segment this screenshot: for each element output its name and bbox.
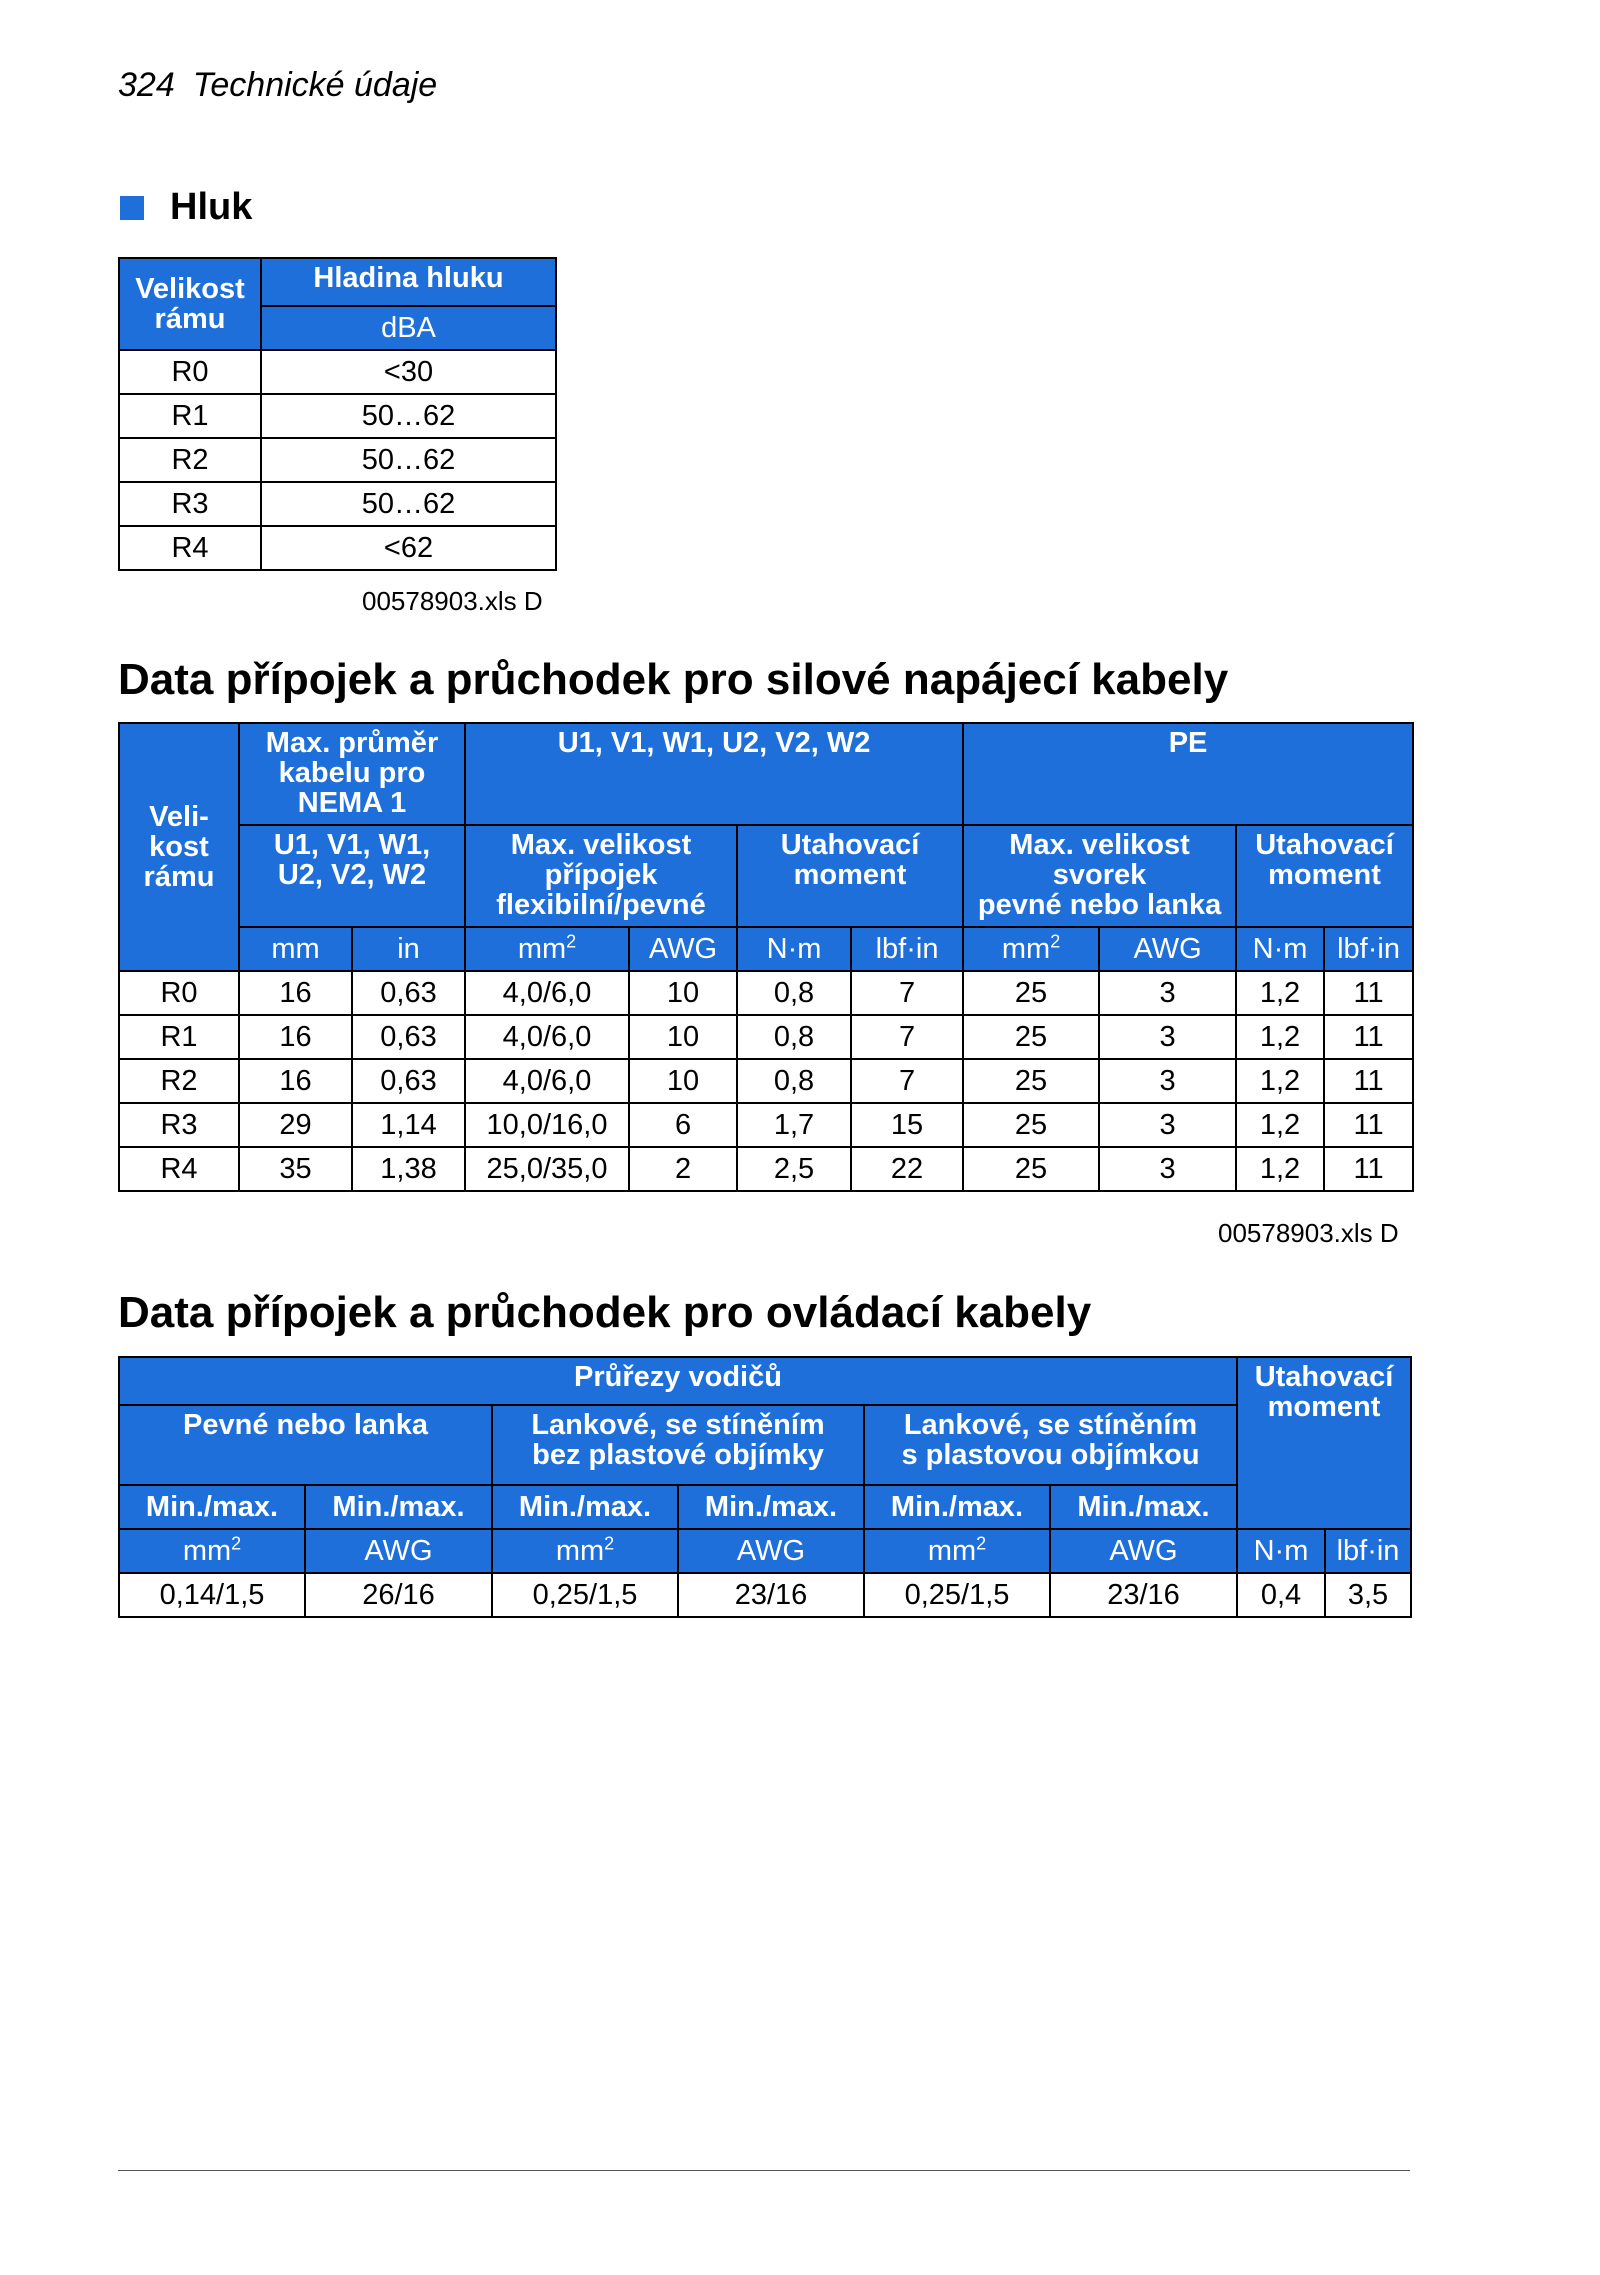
unit-superscript: 2 (566, 931, 577, 952)
unit-lbfin: lbf·in (851, 927, 963, 971)
power-table-reference: 00578903.xls D (1218, 1218, 1399, 1248)
noise-level-cell: 50…62 (261, 394, 556, 438)
frame-header-line: rámu (143, 861, 215, 893)
pe-terminal-header-line: pevné nebo lanka (977, 889, 1222, 921)
power-awg-cell: 10 (629, 1059, 737, 1103)
pe-torque-header-line: Utahovací (1255, 829, 1394, 861)
torque-header-line: Utahovací (780, 829, 920, 861)
power-pe-mm2-cell: 25 (963, 1147, 1099, 1191)
unit-in: in (352, 927, 465, 971)
power-nm-cell: 0,8 (737, 1059, 851, 1103)
frame-cell: R1 (119, 1015, 239, 1059)
control-cell: 23/16 (1050, 1573, 1237, 1617)
power-sub-torque (737, 825, 963, 927)
power-pe-awg-cell: 3 (1099, 1059, 1236, 1103)
power-pe-mm2-cell: 25 (963, 1103, 1099, 1147)
noise-heading-text: Hluk (170, 186, 253, 228)
page-header (118, 66, 437, 105)
table-row (119, 350, 556, 394)
power-sub-terminal (465, 825, 737, 927)
sub-uvw-line: U2, V2, W2 (277, 859, 427, 891)
power-col-nema (239, 723, 465, 825)
control-cell: 23/16 (678, 1573, 864, 1617)
frame-cell: R0 (119, 350, 261, 394)
frame-header-line: kost (149, 831, 209, 863)
power-mm2-cell: 4,0/6,0 (465, 1059, 629, 1103)
unit-pe-nm: N·m (1236, 927, 1324, 971)
frame-cell: R4 (119, 1147, 239, 1191)
table-row (119, 1147, 1413, 1191)
power-pe-mm2-cell: 25 (963, 971, 1099, 1015)
table-row (119, 526, 556, 570)
control-cell: 26/16 (305, 1573, 492, 1617)
control-cell: 3,5 (1325, 1573, 1411, 1617)
shield-header-line: s plastovou objímkou (901, 1439, 1200, 1471)
table-row (119, 1573, 1411, 1617)
power-sub-pe-terminal (963, 825, 1236, 927)
power-pe-mm2-cell: 25 (963, 1015, 1099, 1059)
noise-col-frame: Velikost rámu (119, 258, 261, 350)
power-pe-lbfin-cell: 11 (1324, 1059, 1413, 1103)
noise-col-level: Hladina hluku (261, 258, 556, 306)
noise-level-cell: <62 (261, 526, 556, 570)
nema-header-line: kabelu pro (278, 757, 426, 789)
power-lbfin-cell: 15 (851, 1103, 963, 1147)
noise-unit: dBA (261, 306, 556, 350)
pe-torque-header-line: moment (1268, 859, 1381, 891)
power-table (118, 722, 1414, 1192)
table-row (119, 482, 556, 526)
power-sub-uvw (239, 825, 465, 927)
power-nm-cell: 0,8 (737, 1015, 851, 1059)
torque-header-line: moment (1267, 1391, 1381, 1423)
noise-level-cell: <30 (261, 350, 556, 394)
shield-header-line: bez plastové objímky (532, 1439, 824, 1471)
power-mm-cell: 29 (239, 1103, 352, 1147)
power-pe-lbfin-cell: 11 (1324, 1147, 1413, 1191)
power-section-heading: Data přípojek a průchodek pro silové napájecí kabely (118, 655, 1229, 704)
unit-superscript: 2 (976, 1533, 987, 1554)
unit-pe-awg: AWG (1099, 927, 1236, 971)
control-cell: 0,25/1,5 (492, 1573, 678, 1617)
power-pe-awg-cell: 3 (1099, 971, 1236, 1015)
power-pe-nm-cell: 1,2 (1236, 1015, 1324, 1059)
control-section-heading: Data přípojek a průchodek pro ovládací kabely (118, 1288, 1092, 1337)
control-col-torque (1237, 1357, 1411, 1529)
frame-cell: R4 (119, 526, 261, 570)
power-pe-nm-cell: 1,2 (1236, 971, 1324, 1015)
unit-text: mm (1001, 933, 1051, 965)
power-pe-lbfin-cell: 11 (1324, 1103, 1413, 1147)
power-pe-nm-cell: 1,2 (1236, 1147, 1324, 1191)
power-pe-awg-cell: 3 (1099, 1015, 1236, 1059)
unit-pe-mm2 (963, 927, 1099, 971)
table-row (119, 971, 1413, 1015)
power-pe-lbfin-cell: 11 (1324, 1015, 1413, 1059)
pe-terminal-header-line: Max. velikost (1009, 829, 1190, 861)
power-pe-lbfin-cell: 11 (1324, 971, 1413, 1015)
nema-header-line: Max. průměr (265, 727, 439, 759)
power-awg-cell: 10 (629, 1015, 737, 1059)
unit-text: mm (517, 933, 567, 965)
power-pe-awg-cell: 3 (1099, 1147, 1236, 1191)
power-mm-cell: 16 (239, 1015, 352, 1059)
unit-text: mm (927, 1535, 977, 1567)
power-col-frame (119, 723, 239, 971)
power-lbfin-cell: 7 (851, 971, 963, 1015)
noise-level-cell: 50…62 (261, 482, 556, 526)
frame-cell: R1 (119, 394, 261, 438)
unit-awg: AWG (629, 927, 737, 971)
unit-superscript: 2 (231, 1533, 242, 1554)
control-minmax: Min./max. (492, 1485, 678, 1529)
control-sub-shield-nosleeve (492, 1405, 864, 1485)
unit-lbfin: lbf·in (1325, 1529, 1411, 1573)
power-col-uvw: U1, V1, W1, U2, V2, W2 (465, 723, 963, 825)
page-number: 324 (118, 66, 175, 104)
control-sub-solid: Pevné nebo lanka (119, 1405, 492, 1485)
power-mm-cell: 16 (239, 1059, 352, 1103)
noise-table (118, 257, 557, 571)
frame-cell: R3 (119, 1103, 239, 1147)
control-cell: 0,14/1,5 (119, 1573, 305, 1617)
unit-mm2 (465, 927, 629, 971)
unit-mm: mm (239, 927, 352, 971)
power-pe-nm-cell: 1,2 (1236, 1059, 1324, 1103)
unit-text: mm (182, 1535, 232, 1567)
power-in-cell: 1,14 (352, 1103, 465, 1147)
table-row (119, 394, 556, 438)
frame-cell: R2 (119, 438, 261, 482)
power-col-pe: PE (963, 723, 1413, 825)
unit-pe-lbfin: lbf·in (1324, 927, 1413, 971)
table-row (119, 438, 556, 482)
unit-superscript: 2 (1050, 931, 1061, 952)
power-nm-cell: 2,5 (737, 1147, 851, 1191)
power-pe-awg-cell: 3 (1099, 1103, 1236, 1147)
noise-section-heading (120, 186, 252, 229)
power-pe-mm2-cell: 25 (963, 1059, 1099, 1103)
shield-header-line: Lankové, se stíněním (531, 1409, 825, 1441)
power-mm2-cell: 10,0/16,0 (465, 1103, 629, 1147)
power-mm-cell: 16 (239, 971, 352, 1015)
control-cell: 0,25/1,5 (864, 1573, 1050, 1617)
power-awg-cell: 2 (629, 1147, 737, 1191)
unit-nm: N·m (1237, 1529, 1325, 1573)
power-mm-cell: 35 (239, 1147, 352, 1191)
control-minmax: Min./max. (864, 1485, 1050, 1529)
control-minmax: Min./max. (678, 1485, 864, 1529)
unit-mm2 (864, 1529, 1050, 1573)
sub-uvw-line: U1, V1, W1, (273, 829, 431, 861)
unit-nm: N·m (737, 927, 851, 971)
terminal-header-line: Max. velikost (510, 829, 692, 861)
power-in-cell: 0,63 (352, 971, 465, 1015)
power-lbfin-cell: 7 (851, 1015, 963, 1059)
table-row (119, 1103, 1413, 1147)
power-lbfin-cell: 22 (851, 1147, 963, 1191)
noise-table-reference: 00578903.xls D (362, 586, 543, 616)
control-col-cross-section: Průřezy vodičů (119, 1357, 1237, 1405)
torque-header-line: Utahovací (1254, 1361, 1394, 1393)
blue-square-bullet-icon (120, 196, 144, 220)
pe-terminal-header-line: svorek (1052, 859, 1147, 891)
unit-text: mm (555, 1535, 605, 1567)
unit-mm2 (492, 1529, 678, 1573)
footer-rule (118, 2170, 1410, 2171)
power-in-cell: 1,38 (352, 1147, 465, 1191)
power-nm-cell: 0,8 (737, 971, 851, 1015)
terminal-header-line: flexibilní/pevné (496, 889, 706, 921)
power-lbfin-cell: 7 (851, 1059, 963, 1103)
power-awg-cell: 6 (629, 1103, 737, 1147)
power-nm-cell: 1,7 (737, 1103, 851, 1147)
unit-awg: AWG (305, 1529, 492, 1573)
frame-cell: R0 (119, 971, 239, 1015)
control-table (118, 1356, 1412, 1618)
terminal-header-line: přípojek (544, 859, 658, 891)
control-minmax: Min./max. (305, 1485, 492, 1529)
unit-awg: AWG (678, 1529, 864, 1573)
torque-header-line: moment (793, 859, 907, 891)
nema-header-line: NEMA 1 (297, 787, 407, 819)
shield-header-line: Lankové, se stíněním (903, 1409, 1198, 1441)
power-in-cell: 0,63 (352, 1059, 465, 1103)
control-minmax: Min./max. (1050, 1485, 1237, 1529)
power-mm2-cell: 25,0/35,0 (465, 1147, 629, 1191)
table-row (119, 1015, 1413, 1059)
frame-cell: R3 (119, 482, 261, 526)
frame-header-line: Veli- (149, 801, 209, 833)
power-mm2-cell: 4,0/6,0 (465, 971, 629, 1015)
power-sub-pe-torque (1236, 825, 1413, 927)
unit-superscript: 2 (604, 1533, 615, 1554)
unit-mm2 (119, 1529, 305, 1573)
control-minmax: Min./max. (119, 1485, 305, 1529)
page-section-title: Technické údaje (192, 66, 438, 104)
control-cell: 0,4 (1237, 1573, 1325, 1617)
control-sub-shield-sleeve (864, 1405, 1237, 1485)
unit-awg: AWG (1050, 1529, 1237, 1573)
power-awg-cell: 10 (629, 971, 737, 1015)
power-pe-nm-cell: 1,2 (1236, 1103, 1324, 1147)
frame-cell: R2 (119, 1059, 239, 1103)
power-mm2-cell: 4,0/6,0 (465, 1015, 629, 1059)
noise-level-cell: 50…62 (261, 438, 556, 482)
power-in-cell: 0,63 (352, 1015, 465, 1059)
table-row (119, 1059, 1413, 1103)
